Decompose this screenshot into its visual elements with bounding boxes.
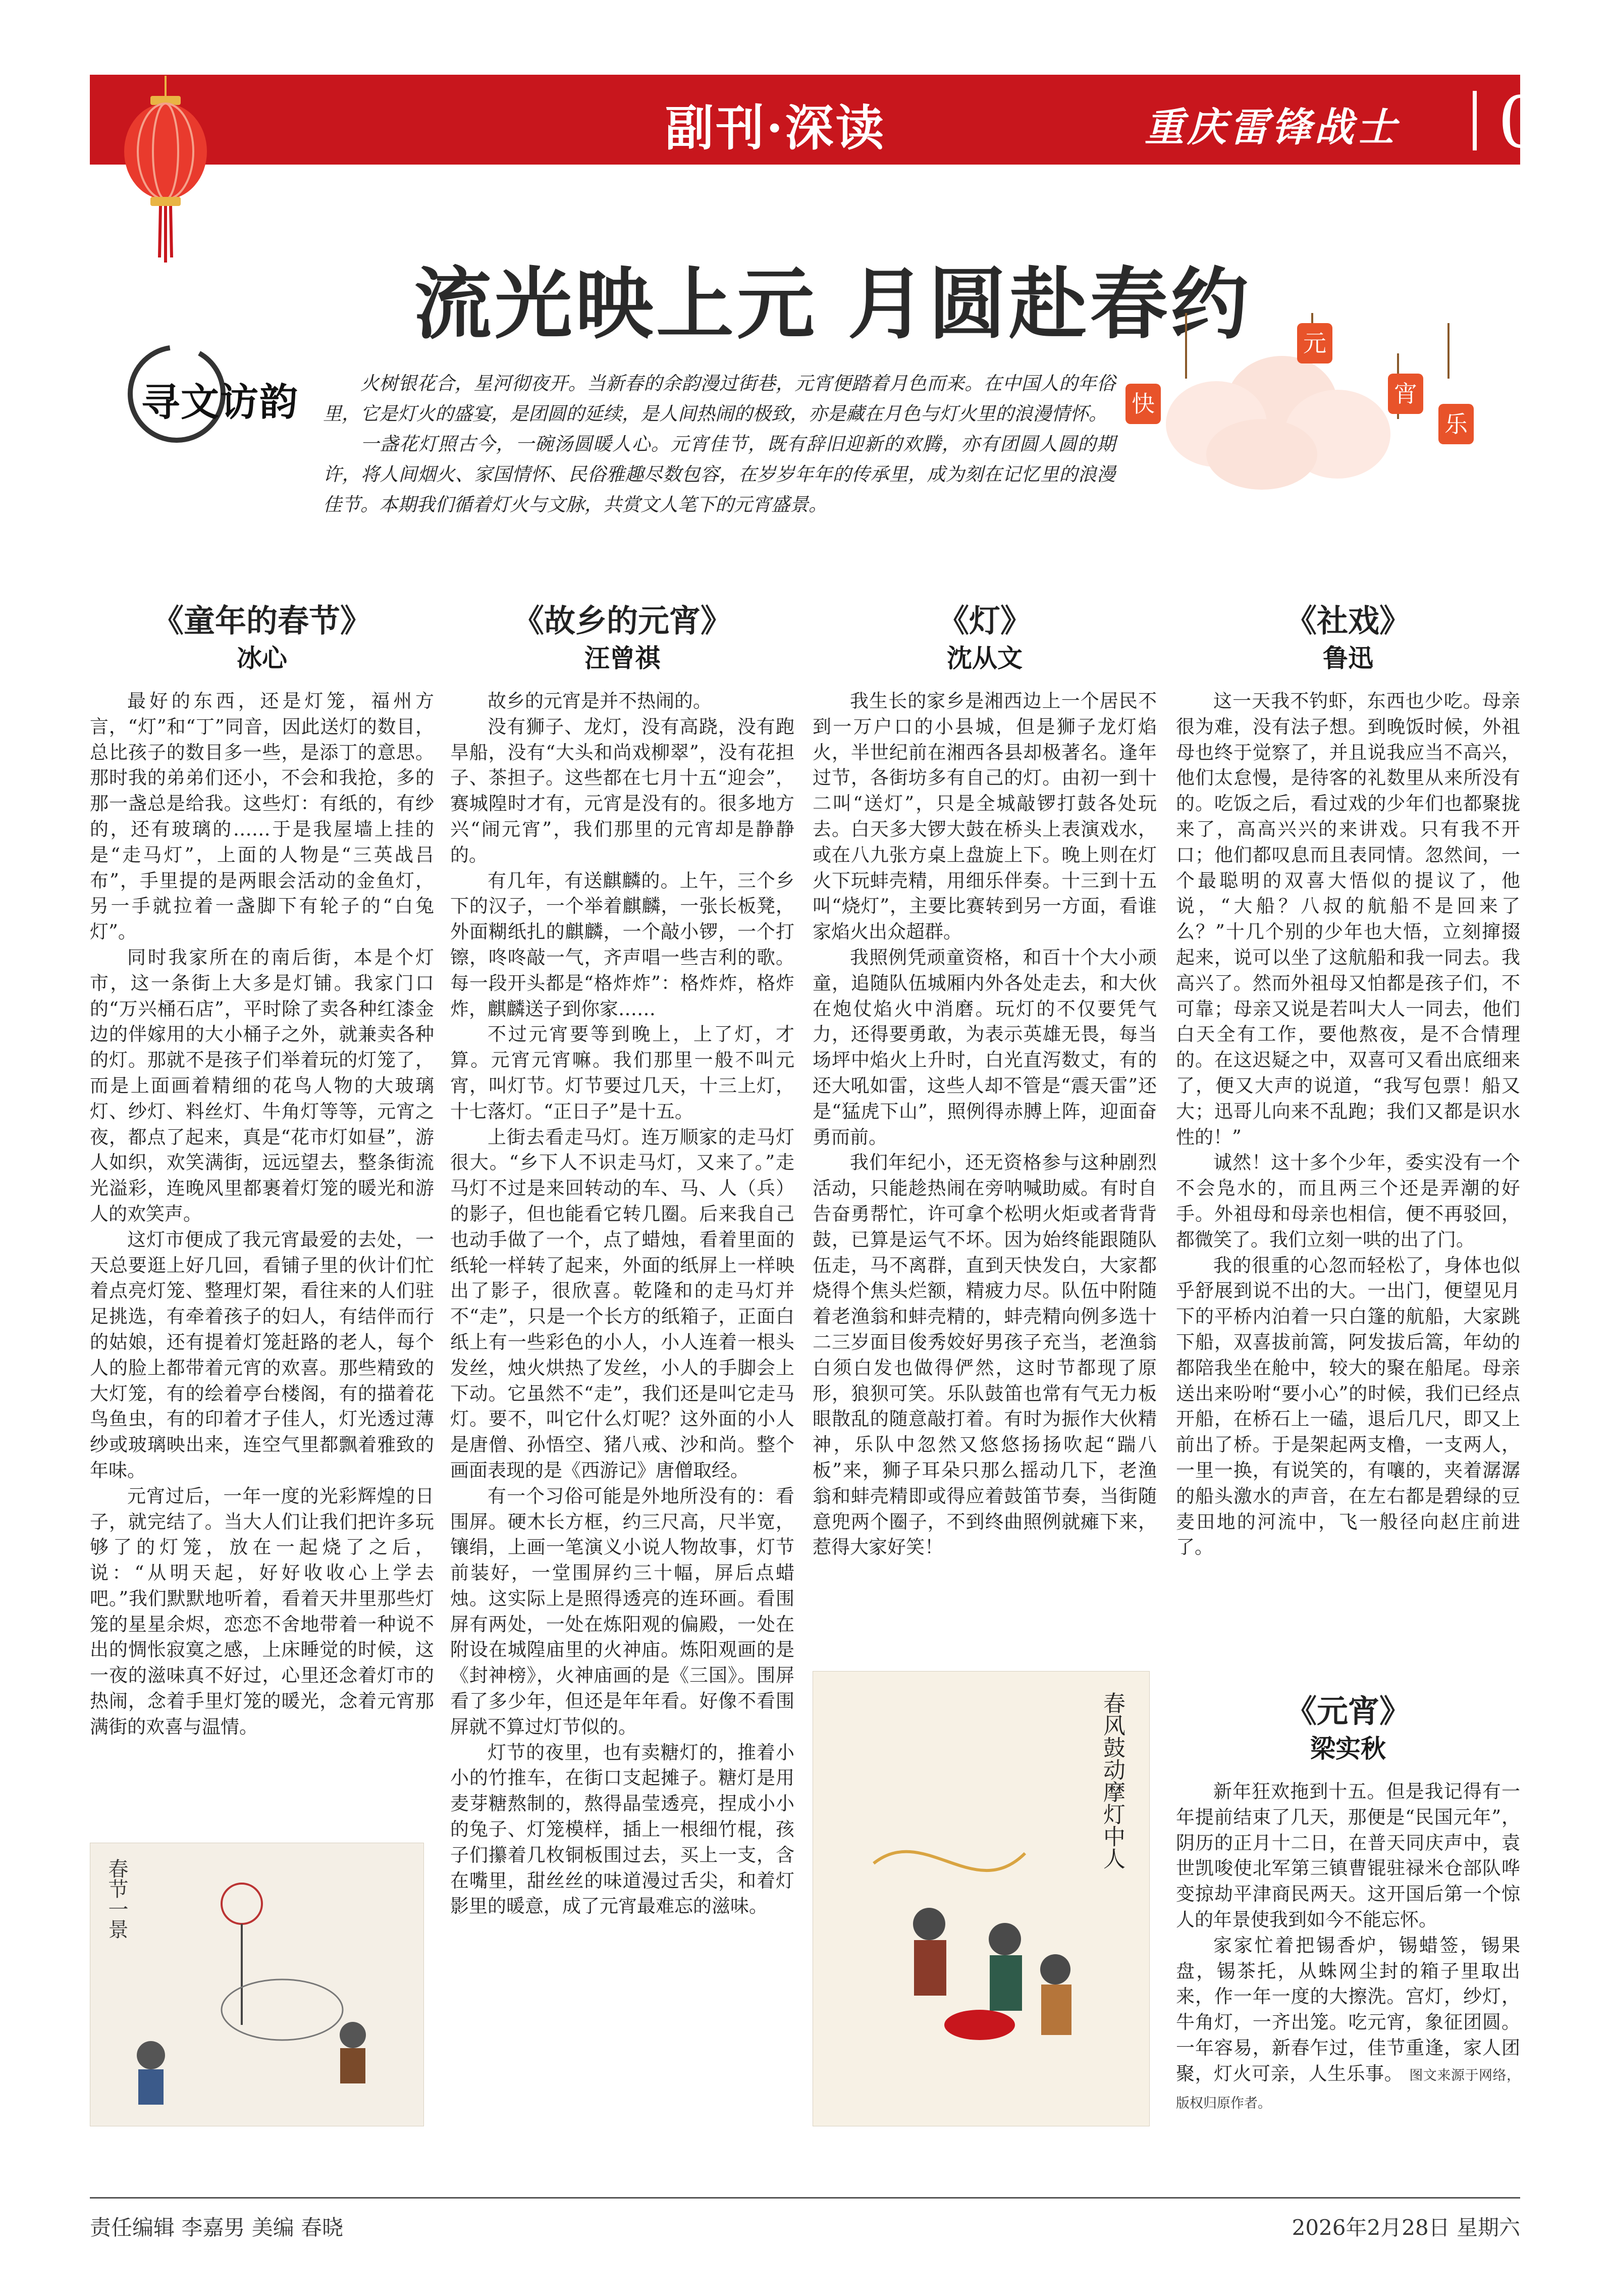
article-paragraph: 有几年，有送麒麟的。上午，三个乡下的汉子，一个举着麒麟，一张长板凳，外面糊纸扎的麒麟，一个敲小锣，一个打镲，咚咚敲一气，齐声唱一些吉利的歌。每一段开头都是“格炸炸”：格炸炸，格炸炸，麒麟送子到你家…… [450, 869, 794, 1020]
article-author: 梁实秋 [1310, 1734, 1386, 1763]
article-paragraph: 最好的东西，还是灯笼，福州方言，“灯”和“丁”同音，因此送灯的数目，总比孩子的数目多一些，是添丁的意思。那时我的弟弟们还小，不会和我抢，多的那一盏总是给我。这些灯：有纸的，有纱的，还有玻璃的……于是我屋墙上挂的是“走马灯”，上面的人物是“三英战吕布”，手里提的是两眼会活动的金鱼灯，另一手就拉着一盏脚下有轮子的“白兔灯”。 [90, 690, 434, 943]
section-title: 副刊·深读 [665, 99, 886, 156]
tangyuan-illustration [1115, 303, 1489, 495]
column-logo-text: 寻文访韵 [141, 380, 299, 425]
lantern-icon [120, 76, 211, 268]
festival-painting-icon [90, 1843, 423, 2126]
article-paragraph: 这灯市便成了我元宵最爱的去处，一天总要逛上好几回，看铺子里的伙计们忙着点亮灯笼、整理灯架，看往来的人们驻足挑选，有牵着孩子的妇人，有结伴而行的姑娘，还有提着灯笼赶路的老人，每个人的脸上都带着元宵的欢喜。那些精致的大灯笼，有的绘着亭台楼阁，有的描着花鸟鱼虫，有的印着才子佳人，灯光透过薄纱或玻璃映出来，连空气里都飘着雅致的年味。 [90, 1228, 434, 1481]
article-paragraph: 元宵过后，一年一度的光彩辉煌的日子，就完结了。当大人们让我们把许多玩够了的灯笼，放在一起烧了之后，说：“从明天起，好好收收心上学去吧。”我们默默地听着，看着天井里那些灯笼的星星余烬，恋恋不舍地带着一种说不出的惆怅寂寞之感，上床睡觉的时候，这一夜的滋味真不好过，心里还念着灯市的热闹，念着手里灯笼的暖光，念着元宵那满街的欢喜与温情。 [90, 1485, 434, 1738]
painting-inscription: 春节一景 [105, 1858, 128, 1939]
article-paragraph: 不过元宵要等到晚上，上了灯，才算。元宵元宵嘛。我们那里一般不叫元宵，叫灯节。灯节要过几天，十三上灯，十七落灯。“正日子”是十五。 [450, 1023, 794, 1122]
painting-inscription: 春风鼓动摩灯中人 [1099, 1692, 1125, 1869]
article-paragraph [1176, 1933, 1520, 2117]
article-author: 汪曾祺 [584, 644, 660, 673]
article-body [90, 689, 434, 1740]
article-author: 冰心 [237, 644, 287, 673]
footer-date: 2026年2月28日 星期六 [1292, 2215, 1520, 2240]
image-credit: 图文来源于网络，版权归原作者。 [1176, 2067, 1521, 2111]
article-title: 《元宵》 [1285, 1693, 1411, 1730]
article-body [1176, 689, 1520, 1560]
article-paragraph-text: 家家忙着把锡香炉，锡蜡签，锡果盘，锡茶托，从蛛网尘封的箱子里取出来，作一年一度的大擦洗。宫灯，纱灯，牛角灯，一齐出笼。吃元宵，象征团圆。一年容易，新春乍过，佳节重逢，家人团聚，灯火可亲，人生乐事。 [1176, 1934, 1520, 2084]
intro-paragraph: 火树银花合，星河彻夜开。当新春的余韵漫过街巷，元宵便踏着月色而来。在中国人的年俗里，它是灯火的盛宴，是团圆的延续，是人间热闹的极致，亦是藏在月色与灯火里的浪漫情怀。 [323, 373, 1115, 425]
article-paragraph: 故乡的元宵是并不热闹的。 [488, 690, 712, 712]
header-band [90, 75, 1588, 165]
page-headline: 流光映上元 月圆赴春约 [414, 258, 1252, 350]
article-paragraph: 我生长的家乡是湘西边上一个居民不到一万户口的小县城，但是狮子龙灯焰火，半世纪前在湘西各县却极著名。逢年过节，各街坊多有自己的灯。由初一到十二叫“送灯”，只是全城敲锣打鼓各处玩去。白天多大锣大鼓在桥头上表演戏水，或在八九张方桌上盘旋上下。晚上则在灯火下玩蚌壳精，用细乐伴奏。十三到十五叫“烧灯”，主要比赛转到另一方面，看谁家焰火出众超群。 [813, 690, 1157, 943]
badge-le: 乐 [1438, 404, 1474, 444]
article-body [450, 689, 794, 1919]
article-village-opera [1176, 596, 1520, 1560]
article-title: 《社戏》 [1285, 602, 1411, 639]
painting-spring-scene [90, 1843, 424, 2126]
intro-paragraph: 一盏花灯照古今，一碗汤圆暖人心。元宵佳节，既有辞旧迎新的欢腾，亦有团圆人圆的期许，将人间烟火、家国情怀、民俗雅趣尽数包容，在岁岁年年的传承里，成为刻在记忆里的浪漫佳节。本期我们循着灯火与文脉，共赏文人笔下的元宵盛景。 [323, 433, 1115, 515]
article-paragraph: 上街去看走马灯。连万顺家的走马灯很大。“乡下人不识走马灯，又来了。”走马灯不过是来回转动的车、马、人（兵）的影子，但也能看它转几圈。后来我自己也动手做了一个，点了蜡烛，看着里面的纸轮一样转了起来，外面的纸屏上一样映出了影子，很欣喜。乾隆和的走马灯并不“走”，只是一个长方的纸箱子，正面白纸上有一些彩色的小人，小人连着一根头发丝，烛火烘热了发丝，小人的手脚会上下动。它虽然不“走”，我们还是叫它走马灯。要不，叫它什么灯呢？这外面的小人是唐僧、孙悟空、猪八戒、沙和尚。整个画面表现的是《西游记》唐僧取经。 [450, 1126, 794, 1481]
article-paragraph: 诚然！这十多个少年，委实没有一个不会凫水的，而且两三个还是弄潮的好手。外祖母和母亲也相信，便不再驳回，都微笑了。我们立刻一哄的出了门。 [1176, 1152, 1520, 1250]
article-paragraph: 我的很重的心忽而轻松了，身体也似乎舒展到说不出的大。一出门，便望见月下的平桥内泊着一只白篷的航船，大家跳下船，双喜拔前篙，阿发拔后篙，年幼的都陪我坐在舱中，较大的聚在船尾。母亲送出来吩咐“要小心”的时候，我们已经点开船，在桥石上一磕，退后几尺，即又上前出了桥。于是架起两支橹，一支两人，一里一换，有说笑的，有嚷的，夹着潺潺的船头激水的声音，在左右都是碧绿的豆麦田地的河流中，飞一般径向赵庄前进了。 [1176, 1254, 1520, 1558]
header-divider [1473, 91, 1477, 150]
article-paragraph: 这一天我不钓虾，东西也少吃。母亲很为难，没有法子想。到晚饭时候，外祖母也终于觉察了，并且说我应当不高兴，他们太怠慢，是待客的礼数里从来所没有的。吃饭之后，看过戏的少年们也都聚拢来了，高高兴兴的来讲戏。只有我不开口；他们都叹息而且表同情。忽然间，一个最聪明的双喜大悟似的提议了，他说，“大船？八叔的航船不是回来了么？”十几个别的少年也大悟，立刻撺掇起来，说可以坐了这航船和我一同去。我高兴了。然而外祖母又怕都是孩子们，不可靠；母亲又说是若叫大人一同去，他们白天全有工作，要他熬夜，是不合情理的。在这迟疑之中，双喜可又看出底细来了，便又大声的说道，“我写包票！船又大；迅哥儿向来不乱跑；我们又都是识水性的！” [1176, 690, 1520, 1148]
article-yuanxiao [1176, 1686, 1520, 2116]
article-childhood-spring [90, 596, 434, 1740]
column-logo [121, 338, 303, 449]
article-hometown-lantern [450, 596, 794, 1919]
newspaper-name: 重庆雷锋战士 [1145, 105, 1400, 150]
article-lamp [813, 596, 1157, 1560]
article-body [813, 689, 1157, 1560]
footer-rule [90, 2197, 1520, 2199]
article-paragraph: 有一个习俗可能是外地所没有的：看围屏。硬木长方框，约三尺高，尺半宽，镶绢，上画一笔演义小说人物故事，灯节前装好，一堂围屏约三十幅，屏后点蜡烛。这实际上是照得透亮的连环画。看围屏有两处，一处在炼阳观的偏殿，一处在附设在城隍庙里的火神庙。炼阳观画的是《封神榜》，火神庙画的是《三国》。围屏看了多少年，但还是年年看。好像不看围屏就不算过灯节似的。 [450, 1485, 794, 1738]
article-title: 《灯》 [937, 602, 1032, 639]
page-number: 07 [1498, 82, 1588, 164]
article-author: 鲁迅 [1323, 644, 1373, 673]
article-paragraph: 我照例凭顽童资格，和百十个大小顽童，追随队伍城厢内外各处走去，和大伙在炮仗焰火中消磨。玩灯的不仅要凭气力，还得要勇敢，为表示英雄无畏，每当场坪中焰火上升时，白光直泻数丈，有的还大吼如雷，这些人却不管是“震天雷”还是“猛虎下山”，照例得赤膊上阵，迎面奋勇而前。 [813, 946, 1157, 1148]
article-paragraph: 同时我家所在的南后街，本是个灯市，这一条街上大多是灯铺。我家门口的“万兴桶石店”，平时除了卖各种红漆金边的伴嫁用的大小桶子之外，就兼卖各种的灯。那就不是孩子们举着玩的灯笼了，而是上面画着精细的花鸟人物的大玻璃灯、纱灯、料丝灯、牛角灯等等，元宵之夜，都点了起来，真是“花市灯如昼”，游人如织，欢笑满街，远远望去，整条街流光溢彩，连晚风里都裹着灯笼的暖光和游人的欢笑声。 [90, 946, 434, 1225]
badge-kuai: 快 [1125, 384, 1161, 424]
badge-xiao: 宵 [1388, 374, 1423, 414]
article-title: 《童年的春节》 [152, 602, 371, 639]
article-author: 沈从文 [947, 644, 1023, 673]
article-paragraph: 灯节的夜里，也有卖糖灯的，推着小小的竹推车，在街口支起摊子。糖灯是用麦芽糖熬制的，熬得晶莹透亮，捏成小小的兔子、灯笼模样，插上一根细竹棍，孩子们攥着几枚铜板围过去，买上一支，含在嘴里，甜丝丝的味道漫过舌尖，和着灯影里的暖意，成了元宵最难忘的滋味。 [450, 1741, 794, 1917]
article-body [1176, 1779, 1520, 2116]
intro-text [323, 369, 1115, 520]
painting-musicians [813, 1671, 1150, 2126]
article-paragraph: 新年狂欢拖到十五。但是我记得有一年提前结束了几天，那便是“民国元年”，阴历的正月十二日，在普天同庆声中，袁世凯唆使北军第三镇曹锟驻禄米仓部队哗变掠劫平津商民两天。这开国后第一个惊人的年景使我到如今不能忘怀。 [1176, 1781, 1520, 1930]
article-paragraph: 没有狮子、龙灯，没有高跷，没有跑旱船，没有“大头和尚戏柳翠”，没有花担子、茶担子。这些都在七月十五“迎会”，赛城隍时才有，元宵是没有的。很多地方兴“闹元宵”，我们那里的元宵却是静静的。 [450, 715, 794, 866]
article-title: 《故乡的元宵》 [512, 602, 732, 639]
badge-yuan: 元 [1297, 323, 1332, 363]
article-paragraph: 我们年纪小，还无资格参与这种剧烈活动，只能趁热闹在旁呐喊助威。有时自告奋勇帮忙，许可拿个松明火炬或者背背鼓，已算是运气不坏。因为始终能跟随队伍走，马不离群，直到天快发白，大家都烧得个焦头烂额，精疲力尽。队伍中附随着老渔翁和蚌壳精的，蚌壳精向例多选十二三岁面目俊秀姣好男孩子充当，老渔翁白须白发也做得俨然，这时节都现了原形，狼狈可笑。乐队鼓笛也常有气无力板眼散乱的随意敲打着。有时为振作大伙精神，乐队中忽然又悠悠扬扬吹起“踹八板”来，狮子耳朵只那么摇动几下，老渔翁和蚌壳精即或得应着鼓笛节奏，当街随意兜两个圈子，不到终曲照例就瘫下来，惹得大家好笑！ [813, 1152, 1157, 1558]
footer-editors: 责任编辑 李嘉男 美编 春晓 [90, 2215, 344, 2240]
